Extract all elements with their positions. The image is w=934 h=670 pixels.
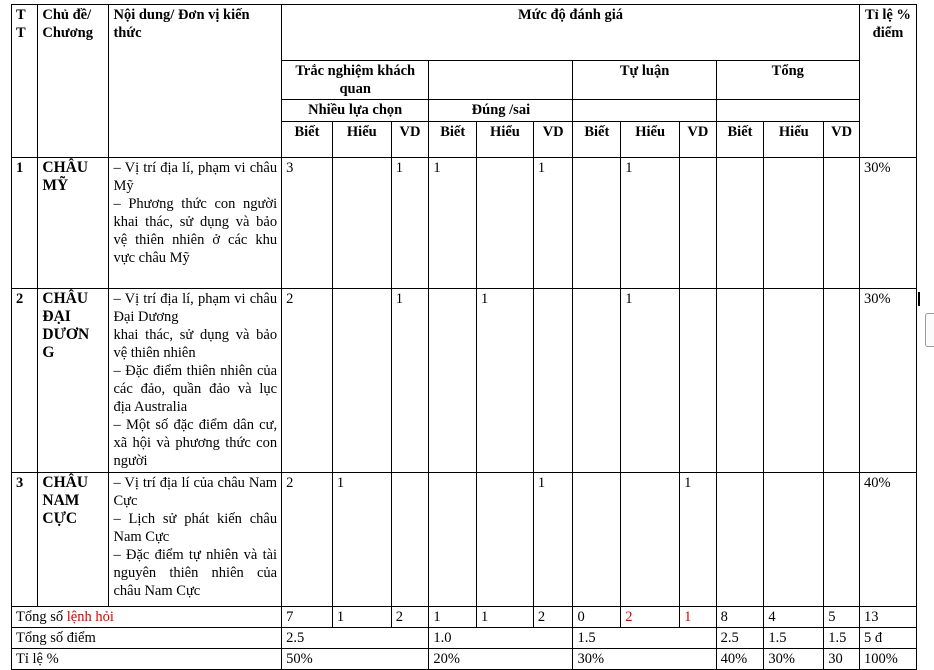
- topic-percent: 30%: [859, 289, 916, 473]
- total-question-count: 1: [680, 607, 717, 628]
- count-cell: [477, 158, 534, 289]
- count-cell: [716, 473, 764, 607]
- count-cell: 2: [282, 473, 333, 607]
- table-row: [12, 158, 917, 289]
- ratio-label: Tỉ lệ %: [12, 649, 282, 670]
- count-cell: [680, 289, 717, 473]
- total-points-label: Tổng số điểm: [12, 628, 282, 649]
- count-cell: 1: [391, 289, 429, 473]
- count-cell: [332, 289, 391, 473]
- count-cell: [716, 158, 764, 289]
- ratio-essay: 30%: [573, 649, 716, 670]
- topic-percent: 40%: [859, 473, 916, 607]
- total-question-count: 2: [391, 607, 429, 628]
- header-total: Tổng: [716, 61, 859, 100]
- header-essay-blank: [573, 100, 716, 122]
- text-cursor: [918, 292, 920, 306]
- header-level: Biết: [716, 122, 764, 158]
- count-cell: 1: [680, 473, 717, 607]
- header-content: Nội dung/ Đơn vị kiến thức: [109, 5, 282, 158]
- header-tt: T T: [12, 5, 38, 158]
- row-number: 2: [12, 289, 38, 473]
- topic-name: CHÂU ĐẠI DƯƠN G: [38, 289, 109, 473]
- ratio-true-false: 20%: [429, 649, 573, 670]
- header-multiple-choice: Nhiều lựa chọn: [282, 100, 429, 122]
- topic-percent: 30%: [859, 158, 916, 289]
- header-level: Hiểu: [764, 122, 824, 158]
- total-question-count: 8: [716, 607, 764, 628]
- total-question-count: 1: [477, 607, 534, 628]
- points-total-apply: 1.5: [824, 628, 860, 649]
- points-true-false: 1.0: [429, 628, 573, 649]
- count-cell: [332, 158, 391, 289]
- topic-name: CHÂU MỸ: [38, 158, 109, 289]
- ratio-total: 100%: [859, 649, 916, 670]
- ratio-total-understand: 30%: [764, 649, 824, 670]
- count-cell: [429, 473, 477, 607]
- count-cell: 1: [533, 158, 573, 289]
- count-cell: [764, 158, 824, 289]
- header-level: Biết: [282, 122, 333, 158]
- count-cell: [764, 289, 824, 473]
- header-level: VD: [391, 122, 429, 158]
- header-chapter: Chủ đề/ Chương: [38, 5, 109, 158]
- header-level: Biết: [573, 122, 621, 158]
- count-cell: [824, 289, 860, 473]
- header-ratio: Tỉ lệ % điểm: [859, 5, 916, 158]
- header-level: Hiểu: [332, 122, 391, 158]
- header-essay: Tự luận: [573, 61, 716, 100]
- assessment-matrix-table: [11, 4, 917, 670]
- row-number: 3: [12, 473, 38, 607]
- header-level: VD: [533, 122, 573, 158]
- total-question-count: 1: [429, 607, 477, 628]
- total-question-count: 5: [824, 607, 860, 628]
- points-essay: 1.5: [573, 628, 716, 649]
- count-cell: [764, 473, 824, 607]
- count-cell: 1: [621, 158, 680, 289]
- total-questions-prefix: Tổng số: [16, 609, 67, 625]
- total-question-count: 4: [764, 607, 824, 628]
- table-row: [12, 607, 917, 628]
- header-true-false: Đúng /sai: [429, 100, 573, 122]
- total-question-count: 7: [282, 607, 333, 628]
- side-scroll-handle[interactable]: [925, 313, 934, 347]
- header-level: VD: [824, 122, 860, 158]
- points-total-know: 2.5: [716, 628, 764, 649]
- header-level: Hiểu: [477, 122, 534, 158]
- count-cell: [429, 289, 477, 473]
- topic-content: – Vị trí địa lí của châu Nam Cực – Lịch sử phát kiến châu Nam Cực – Đặc điểm tự nhiên và tài nguyên thiên nhiên của châu Nam Cực: [109, 473, 282, 607]
- count-cell: [533, 289, 573, 473]
- header-level: Biết: [429, 122, 477, 158]
- points-total: 5 đ: [859, 628, 916, 649]
- row-number: 1: [12, 158, 38, 289]
- count-cell: [680, 158, 717, 289]
- total-question-count: 1: [332, 607, 391, 628]
- count-cell: [391, 473, 429, 607]
- count-cell: 1: [429, 158, 477, 289]
- ratio-total-apply: 30: [824, 649, 860, 670]
- header-objective-blank: [429, 61, 573, 100]
- count-cell: 1: [533, 473, 573, 607]
- count-cell: 1: [391, 158, 429, 289]
- count-cell: 1: [477, 289, 534, 473]
- count-cell: [621, 473, 680, 607]
- count-cell: 3: [282, 158, 333, 289]
- count-cell: [573, 289, 621, 473]
- ratio-total-know: 40%: [716, 649, 764, 670]
- table-row: [12, 473, 917, 607]
- topic-content: – Vị trí địa lí, phạm vi châu Mỹ – Phương thức con người khai thác, sử dụng và bảo vệ thiên nhiên ở các khu vực châu Mỹ: [109, 158, 282, 289]
- header-assessment-level: Mức độ đánh giá: [282, 5, 860, 61]
- header-level: Hiểu: [621, 122, 680, 158]
- count-cell: 1: [621, 289, 680, 473]
- count-cell: 2: [282, 289, 333, 473]
- topic-name: CHÂU NAM CỰC: [38, 473, 109, 607]
- points-total-understand: 1.5: [764, 628, 824, 649]
- table-row: [12, 5, 917, 61]
- header-total-blank: [716, 100, 859, 122]
- topic-content: – Vị trí địa lí, phạm vi châu Đại Dương khai thác, sử dụng và bảo vệ thiên nhiên – Đặc điểm thiên nhiên của các đảo, quần đảo và lục địa Australia – Một số đặc điểm dân cư, xã hội và phương thức con người: [109, 289, 282, 473]
- total-question-count: 2: [621, 607, 680, 628]
- total-questions-sum: 13: [859, 607, 916, 628]
- header-level: VD: [680, 122, 717, 158]
- count-cell: [573, 473, 621, 607]
- total-question-count: 2: [533, 607, 573, 628]
- count-cell: [824, 473, 860, 607]
- count-cell: 1: [332, 473, 391, 607]
- total-question-count: 0: [573, 607, 621, 628]
- table-row: [12, 289, 917, 473]
- count-cell: [573, 158, 621, 289]
- count-cell: [477, 473, 534, 607]
- table-row: [12, 628, 917, 649]
- total-questions-highlight: lệnh hỏi: [66, 609, 114, 625]
- count-cell: [824, 158, 860, 289]
- header-objective: Trắc nghiệm khách quan: [282, 61, 429, 100]
- total-questions-label: [12, 607, 282, 628]
- ratio-multiple-choice: 50%: [282, 649, 429, 670]
- count-cell: [716, 289, 764, 473]
- points-multiple-choice: 2.5: [282, 628, 429, 649]
- table-row: [12, 649, 917, 670]
